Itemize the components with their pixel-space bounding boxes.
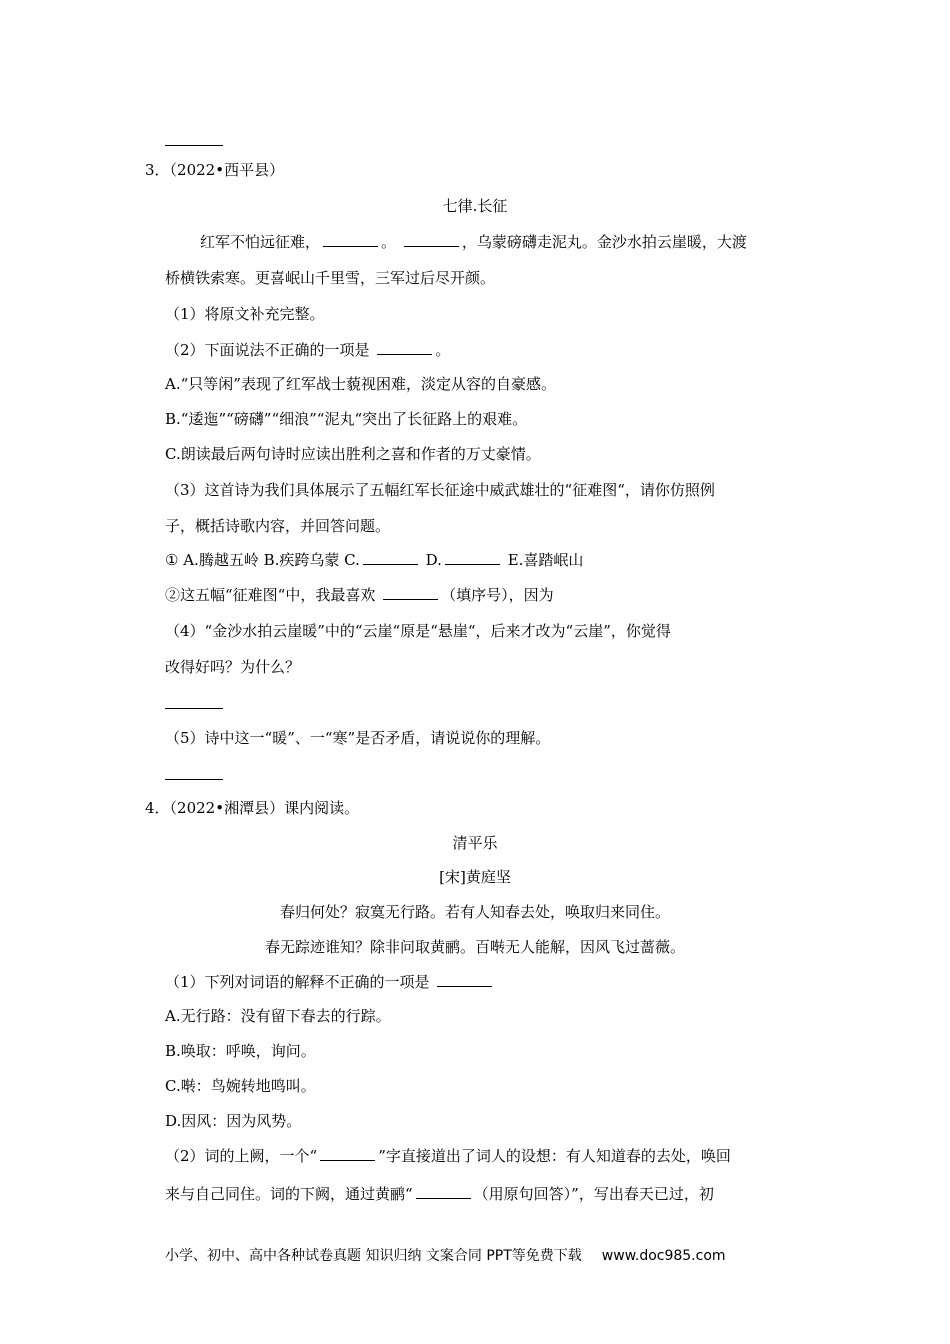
fill-blank[interactable] bbox=[323, 245, 378, 247]
footer-site-link[interactable]: www.doc985.com bbox=[601, 1248, 726, 1264]
sub-question-3-line-2: 子，概括诗歌内容，并回答问题。 bbox=[165, 517, 391, 535]
fill-blank[interactable] bbox=[404, 245, 459, 247]
sub-question-2-line-2 bbox=[165, 1184, 714, 1204]
question-text: ① A.腾越五岭 B.疾跨乌蒙 C. bbox=[165, 551, 360, 569]
poem-line-2: 春无踪迹谁知？除非问取黄鹂。百啭无人能解，因风飞过蔷薇。 bbox=[264, 938, 685, 956]
question-text: （用原句回答）”，写出春天已过，初 bbox=[473, 1185, 714, 1203]
poem-text-line-2: 桥横铁索寒。更喜岷山千里雪，三军过后尽开颜。 bbox=[165, 269, 496, 287]
option-a: A.无行路：没有留下春去的行踪。 bbox=[165, 1007, 391, 1025]
sub-question-4-line-1: （4）“金沙水拍云崖暖”中的“云崖“原是“悬崖“，后来才改为“云崖”，你觉得 bbox=[165, 622, 671, 640]
fill-blank[interactable] bbox=[416, 1197, 471, 1199]
option-b: B.“逶迤”“磅礴”“细浪”“泥丸“突出了长征路上的艰难。 bbox=[165, 410, 528, 428]
question-text: （2）下面说法不正确的一项是 bbox=[165, 341, 370, 359]
answer-line bbox=[165, 708, 223, 709]
option-d: D.因风：因为风势。 bbox=[165, 1112, 302, 1130]
answer-line bbox=[165, 145, 223, 146]
fill-blank[interactable] bbox=[363, 563, 418, 565]
question-text: D. bbox=[425, 551, 442, 569]
sub-question-5: （5）诗中这一“暖”、一“寒”是否矛盾，请说说你的理解。 bbox=[165, 729, 551, 747]
fill-blank[interactable] bbox=[445, 563, 500, 565]
question-text: E.喜踏岷山 bbox=[507, 551, 584, 569]
option-a: A.“只等闲”表现了红军战士藐视困难，淡定从容的自豪感。 bbox=[165, 375, 556, 393]
option-b: B.唤取：呼唤，询问。 bbox=[165, 1042, 316, 1060]
option-c: C.啭：鸟婉转地鸣叫。 bbox=[165, 1077, 316, 1095]
sub-question-3-line-1: （3）这首诗为我们具体展示了五幅红军长征途中威武雄壮的“征难图“，请你仿照例 bbox=[165, 481, 715, 499]
sub-question-1 bbox=[165, 972, 495, 992]
poem-line-1: 春归何处？寂寞无行路。若有人知春去处，唤取归来同住。 bbox=[279, 903, 670, 921]
question-text: 来与自己同住。词的下阙，通过黄鹂“ bbox=[165, 1185, 413, 1203]
sub-question-2-line-1 bbox=[165, 1146, 731, 1166]
poem-title: 七律.长征 bbox=[442, 197, 508, 215]
question-text: （填序号），因为 bbox=[441, 586, 554, 604]
question-text: ”字直接道出了词人的设想：有人知道春的去处，唤回 bbox=[378, 1147, 731, 1165]
poem-title: 清平乐 bbox=[452, 834, 498, 852]
fill-blank[interactable] bbox=[320, 1159, 375, 1161]
sub-question-3-item-2 bbox=[165, 585, 554, 605]
fill-blank[interactable] bbox=[437, 985, 492, 987]
answer-line bbox=[165, 779, 223, 780]
page-footer bbox=[165, 1245, 726, 1265]
option-c: C.朗读最后两句诗时应读出胜利之喜和作者的万丈豪情。 bbox=[165, 445, 541, 463]
fill-blank[interactable] bbox=[383, 598, 438, 600]
poem-text: 红军不怕远征难， bbox=[200, 233, 321, 251]
question-3-header: 3．（2022•西平县） bbox=[145, 161, 285, 179]
question-4-header: 4．（2022•湘潭县）课内阅读。 bbox=[145, 799, 360, 817]
sub-question-1: （1）将原文补充完整。 bbox=[165, 305, 325, 323]
poem-text: 。 bbox=[381, 233, 397, 251]
poem-text-line-1 bbox=[200, 232, 747, 252]
sub-question-3-item-1 bbox=[165, 550, 583, 570]
fill-blank[interactable] bbox=[377, 353, 432, 355]
footer-text: 小学、初中、高中各种试卷真题 知识归纳 文案合同 PPT等免费下载 bbox=[165, 1248, 582, 1264]
poem-author: [宋]黄庭坚 bbox=[439, 868, 511, 886]
question-text: （1）下列对词语的解释不正确的一项是 bbox=[165, 973, 430, 991]
sub-question-2 bbox=[165, 340, 450, 360]
sub-question-4-line-2: 改得好吗？为什么？ bbox=[165, 658, 301, 676]
poem-text: ，乌蒙磅礴走泥丸。金沙水拍云崖暖，大渡 bbox=[461, 233, 747, 251]
question-text: （2）词的上阙，一个“ bbox=[165, 1147, 318, 1165]
question-text: ②这五幅“征难图“中，我最喜欢 bbox=[165, 586, 376, 604]
question-text: 。 bbox=[435, 341, 451, 359]
